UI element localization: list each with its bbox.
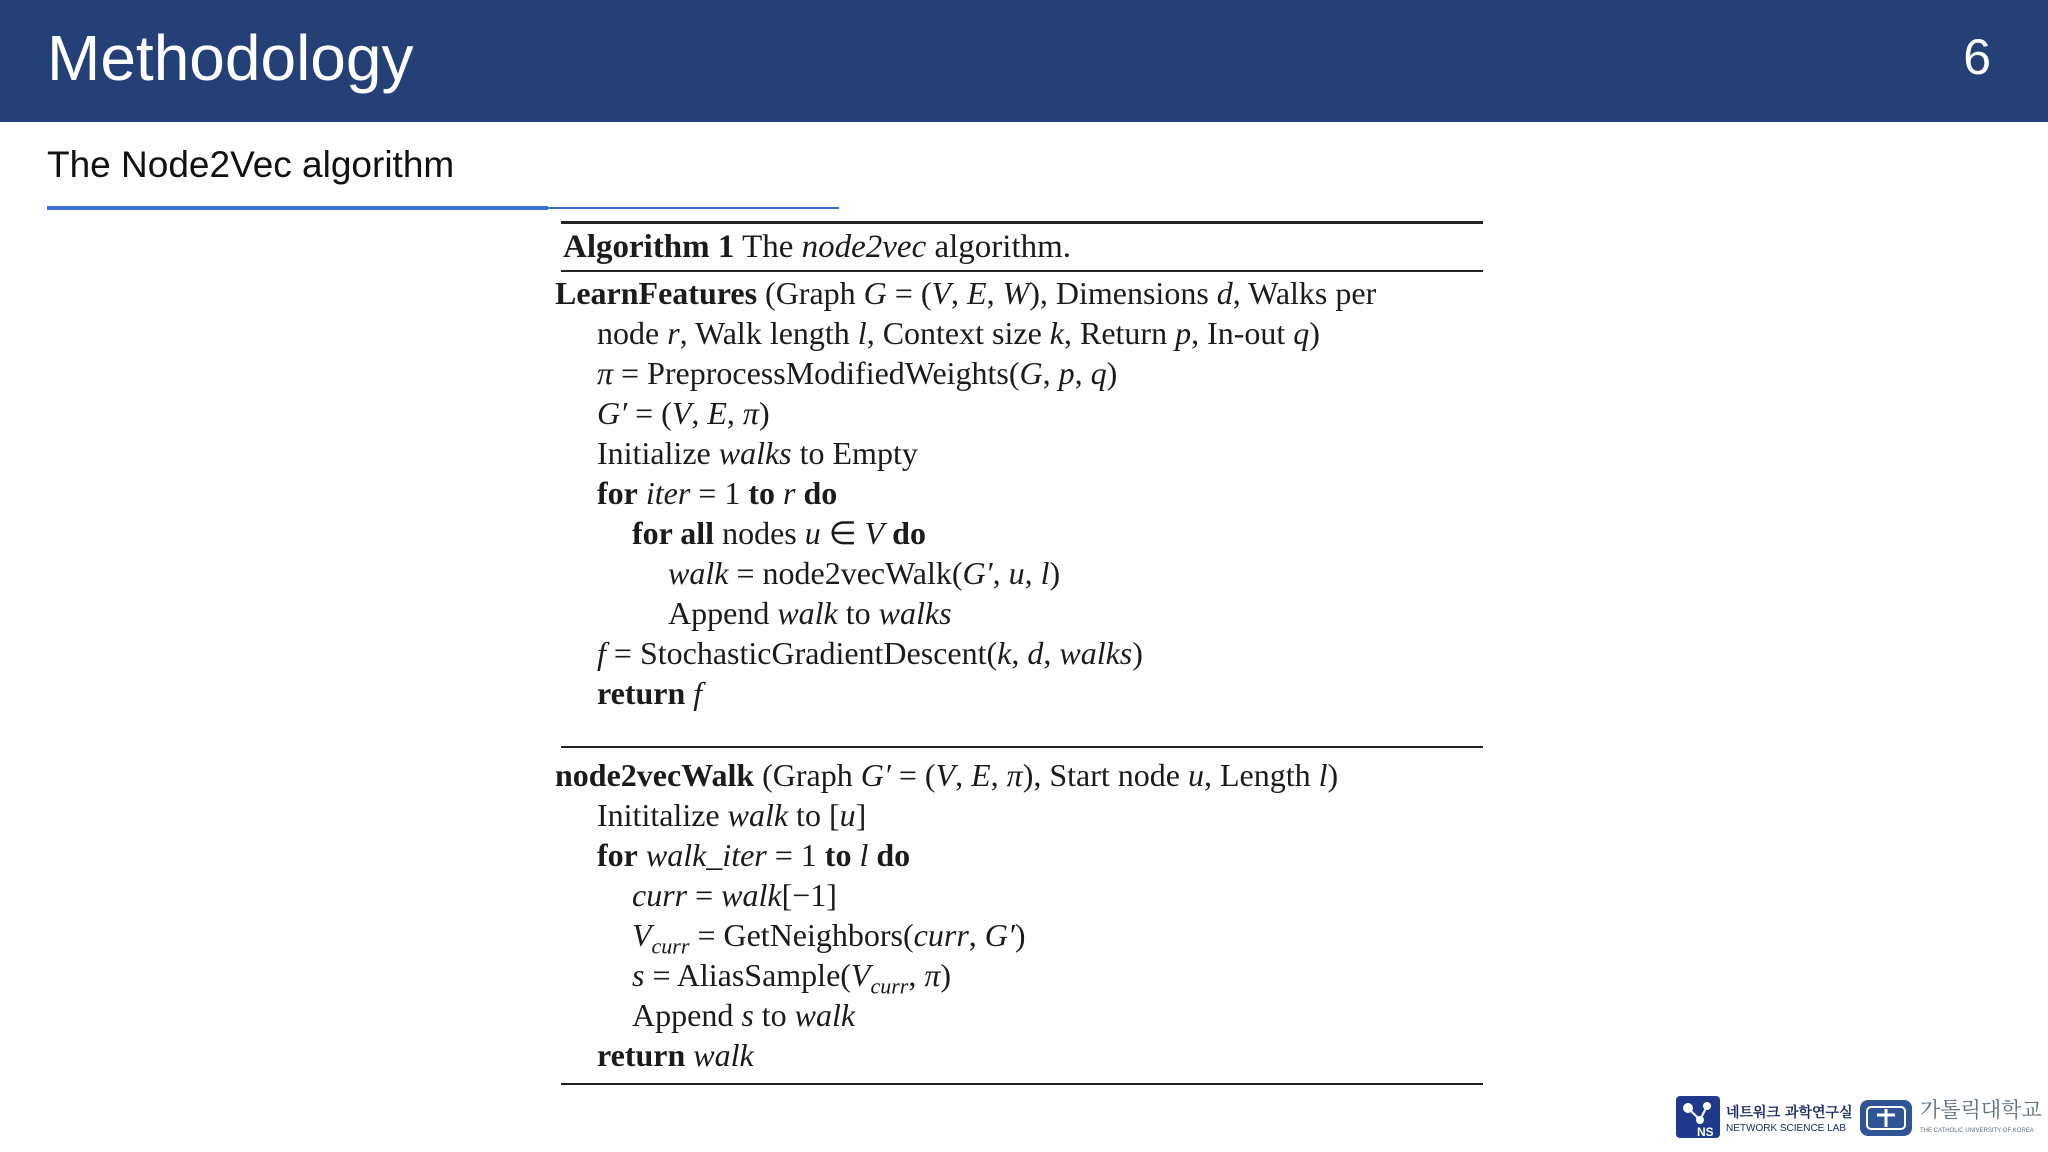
algo-token: s — [741, 997, 754, 1033]
algo-token: ) — [1106, 355, 1118, 391]
algo-token: = node2vecWalk( — [728, 555, 963, 591]
algo-token: , — [992, 555, 1009, 591]
algo-token: ) — [1132, 635, 1143, 671]
algo-token: π — [742, 395, 759, 431]
algo-token: (Graph — [754, 757, 861, 793]
algo-token: ) — [1014, 917, 1026, 953]
algo-token: walk — [727, 797, 789, 833]
algo-token: , Walk length — [679, 315, 858, 351]
algo-line — [597, 836, 910, 874]
algo-token: π — [1006, 757, 1023, 793]
algo-token — [638, 475, 646, 511]
algo-token: ), Dimensions — [1029, 275, 1217, 311]
algo-token: iter — [645, 475, 691, 511]
algo-token: f — [693, 675, 703, 711]
ns-badge-text: NS — [1697, 1125, 1714, 1139]
algo-token: curr — [632, 877, 688, 913]
algo-token: curr — [870, 973, 909, 999]
algo-token: to — [837, 595, 879, 631]
algo-line — [597, 796, 866, 834]
algo-token: Inititalize — [597, 797, 728, 833]
algorithm-section-rule — [561, 746, 1483, 748]
algo-token: = GetNeighbors( — [689, 917, 914, 953]
algo-line — [597, 394, 770, 432]
algo-token: curr — [651, 933, 690, 959]
algo-token: E — [971, 757, 991, 793]
algo-token: = AliasSample( — [644, 957, 851, 993]
algo-token: r — [783, 475, 796, 511]
algo-token: q — [1090, 355, 1107, 391]
title-bar — [0, 0, 2048, 122]
algo-token: , Return — [1063, 315, 1176, 351]
caption-prefix: The — [742, 229, 794, 265]
algo-token: walks — [1059, 635, 1133, 671]
ns-korean-name: 네트워크 과학연구실 — [1726, 1105, 1853, 1121]
algo-token: for — [597, 475, 638, 511]
algo-line — [632, 514, 926, 552]
algo-token: , In-out — [1191, 315, 1294, 351]
algo-token: to — [824, 837, 852, 873]
algo-token: (Graph — [757, 275, 864, 311]
algo-token: V — [671, 395, 692, 431]
algo-token: Initialize — [597, 435, 719, 471]
algo-token: V — [850, 957, 871, 993]
algo-token: node — [597, 315, 668, 351]
algo-token: u — [839, 797, 856, 833]
algo-token: , — [1043, 635, 1060, 671]
algo-token: G — [1019, 355, 1043, 391]
algo-token: Append — [668, 595, 778, 631]
algo-token: return — [597, 675, 686, 711]
subtitle-underline-thin — [548, 207, 839, 209]
algo-line — [597, 674, 702, 712]
algo-token: walk — [777, 595, 838, 631]
algo-token: node2vecWalk — [555, 757, 755, 793]
algo-token: = ( — [890, 757, 936, 793]
algo-token: [−1] — [781, 877, 837, 913]
algo-line — [597, 474, 837, 512]
algo-token: ) — [940, 957, 952, 993]
algo-token: π — [924, 957, 941, 993]
algo-token: ) — [1327, 757, 1339, 793]
algo-token: ), Start node — [1022, 757, 1188, 793]
algo-token: q — [1293, 315, 1310, 351]
algo-token: walks — [878, 595, 952, 631]
cuk-korean-name: 가톨릭대학교 — [1920, 1098, 2042, 1122]
algo-line — [632, 876, 837, 914]
algo-token: ) — [758, 395, 770, 431]
caption-name: node2vec — [801, 229, 927, 265]
algo-token: G′ — [860, 757, 891, 793]
algo-line — [555, 756, 1338, 794]
algo-token: , — [1024, 555, 1041, 591]
algo-token: l — [1318, 757, 1328, 793]
algo-line — [597, 1036, 754, 1074]
algorithm-box — [553, 220, 1483, 1090]
algo-token: ) — [1049, 555, 1061, 591]
algo-token: , — [990, 757, 1007, 793]
algo-token: p — [1175, 315, 1192, 351]
algo-token: u — [1187, 757, 1204, 793]
algo-token: s — [632, 957, 645, 993]
algorithm-number: Algorithm 1 — [563, 229, 735, 265]
algo-token: = StochasticGradientDescent( — [605, 635, 998, 671]
algo-token: Append — [632, 997, 742, 1033]
algo-token: return — [597, 1037, 686, 1073]
algo-line — [597, 314, 1320, 352]
algo-line — [632, 916, 1026, 960]
algo-token: walk — [721, 877, 782, 913]
algo-token: = — [687, 877, 722, 913]
algorithm-caption-rule — [561, 270, 1483, 272]
algo-line — [668, 554, 1060, 592]
algo-token: curr — [913, 917, 969, 953]
ns-english-name: NETWORK SCIENCE LAB — [1726, 1123, 1847, 1134]
algo-token: to — [748, 475, 775, 511]
algo-token: u — [1008, 555, 1025, 591]
algo-token: = ( — [886, 275, 932, 311]
cuk-english-name: THE CATHOLIC UNIVERSITY OF KOREA — [1920, 1128, 2034, 1134]
algo-token: r — [667, 315, 680, 351]
algo-token: , Context size — [866, 315, 1050, 351]
algo-line — [555, 274, 1376, 312]
algo-token: f — [597, 635, 606, 671]
algo-token: k — [1049, 315, 1064, 351]
algo-token: = 1 — [766, 837, 825, 873]
algo-token: to [ — [788, 797, 840, 833]
algo-token: , — [1011, 635, 1028, 671]
algo-token: V — [632, 917, 652, 953]
algo-token: G — [863, 275, 887, 311]
algo-token: for all — [632, 515, 715, 551]
slide-title: Methodology — [47, 22, 414, 94]
slide-number: 6 — [1963, 29, 1991, 85]
algo-line — [597, 354, 1117, 392]
algo-token: , Walks per — [1232, 275, 1377, 311]
algo-token: G′ — [597, 395, 628, 431]
algo-line — [597, 434, 918, 472]
algo-token: do — [803, 475, 838, 511]
algo-token: u — [804, 515, 821, 551]
algo-token: l — [1040, 555, 1050, 591]
algo-token: , — [908, 957, 925, 993]
algo-token: to Empty — [791, 435, 918, 471]
algo-token: , — [691, 395, 708, 431]
algo-token — [638, 837, 646, 873]
algo-line — [597, 634, 1143, 672]
algo-token: d — [1216, 275, 1233, 311]
algo-token: E — [967, 275, 987, 311]
algo-token: d — [1027, 635, 1044, 671]
algo-token: G′ — [962, 555, 993, 591]
algorithm-bottom-rule — [561, 1083, 1483, 1085]
algo-token: walks — [718, 435, 792, 471]
algo-token: ∈ — [820, 515, 865, 551]
algo-line — [632, 956, 951, 1000]
algo-token: l — [859, 837, 869, 873]
algo-line — [668, 594, 952, 632]
algorithm-top-rule — [561, 221, 1483, 224]
algo-line — [632, 996, 855, 1034]
algo-token: , — [968, 917, 985, 953]
slide-subtitle: The Node2Vec algorithm — [47, 144, 455, 185]
algo-token: nodes — [714, 515, 805, 551]
algo-token: = PreprocessModifiedWeights( — [613, 355, 1020, 391]
algo-token: = ( — [627, 395, 672, 431]
algo-token: LearnFeatures — [555, 275, 758, 311]
subtitle-underline — [47, 206, 548, 210]
algorithm-caption — [563, 228, 1071, 268]
algo-token: , — [955, 757, 972, 793]
caption-suffix: algorithm. — [934, 229, 1072, 265]
algo-token: for — [597, 837, 638, 873]
algo-token: walk — [668, 555, 729, 591]
algo-token: V — [864, 515, 885, 551]
algo-token: walk — [693, 1037, 754, 1073]
footer-logos — [1674, 1094, 2042, 1144]
algo-token: = 1 — [690, 475, 749, 511]
algo-token: k — [997, 635, 1012, 671]
algo-token: , Length — [1203, 757, 1319, 793]
network-science-lab-logo — [1674, 1094, 1722, 1140]
algo-token: ] — [855, 797, 867, 833]
algo-token: ) — [1309, 315, 1320, 351]
algo-token — [775, 475, 783, 511]
algo-token: , — [1042, 355, 1059, 391]
algo-token: , — [1074, 355, 1091, 391]
algo-token: to — [753, 997, 795, 1033]
algo-token: W — [1002, 275, 1030, 311]
algo-token: , — [951, 275, 968, 311]
catholic-university-logo — [1858, 1096, 1914, 1140]
algo-token: , — [726, 395, 743, 431]
algo-token: π — [597, 355, 614, 391]
algo-token: E — [707, 395, 727, 431]
algo-token: walk_iter — [645, 837, 767, 873]
algo-token: l — [857, 315, 867, 351]
algo-token: p — [1058, 355, 1075, 391]
algo-token: walk — [794, 997, 856, 1033]
algo-token: do — [876, 837, 911, 873]
algo-token: , — [986, 275, 1003, 311]
algo-token: G′ — [984, 917, 1015, 953]
algo-token — [884, 515, 892, 551]
algo-token: do — [892, 515, 926, 551]
algo-token: V — [935, 757, 956, 793]
algo-token: V — [931, 275, 952, 311]
